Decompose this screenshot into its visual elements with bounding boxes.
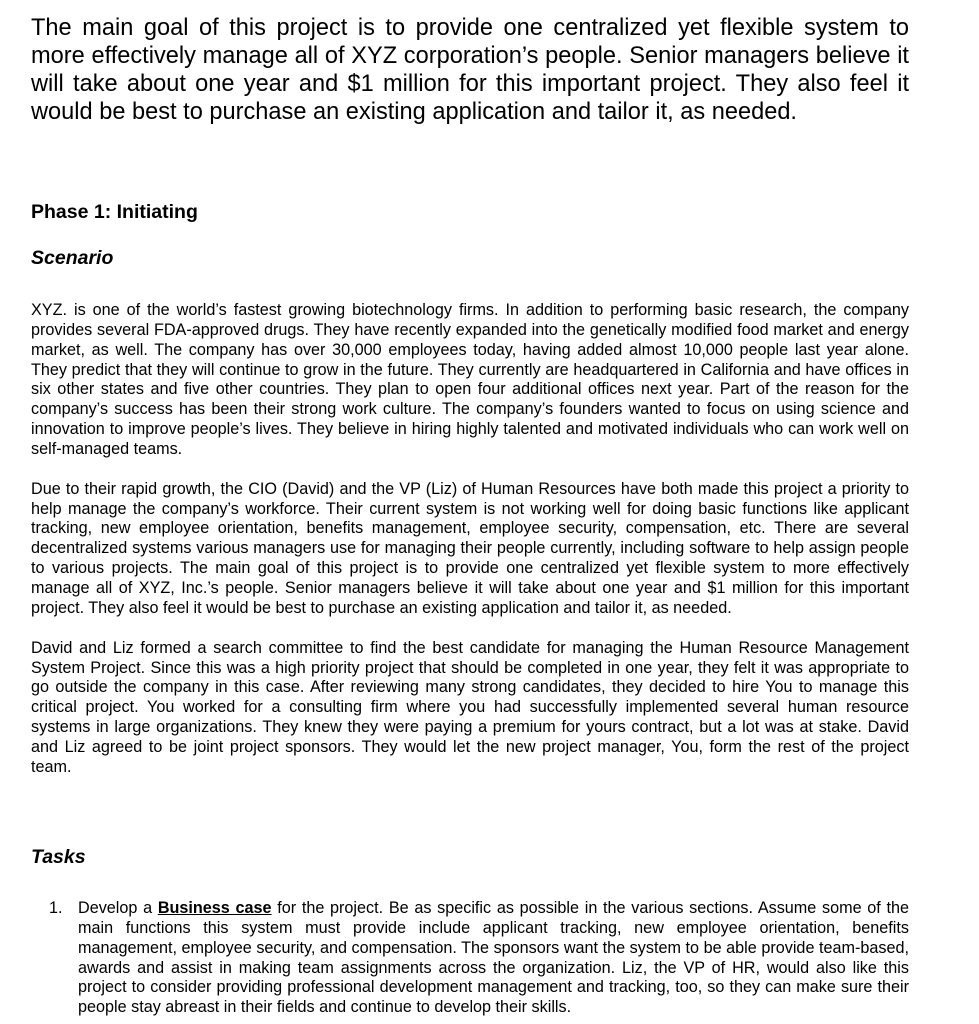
task-text: for the project. Be as specific as possible in the various sections. Assume some of the main functions this system must provide include applicant tracking, new employee orientation, benefits management, employee security, and compensation. The sponsors want the system to be able provide team-based, awards and assist in making team assignments across the organization. Liz, the VP of HR, would also like this project to consider providing professional development management and tracking, too, so they can make sure their people stay abreast in their fields and continue to develop their skills. <box>78 899 909 1017</box>
task-item <box>31 899 909 1018</box>
scenario-paragraph: David and Liz formed a search committee to find the best candidate for managing the Human Resource Management System Project. Since this was a high priority project that should be completed in one year, they felt it was appropriate to go outside the company in this case. After reviewing many strong candidates, they decided to hire You to manage this critical project. You worked for a consulting firm where you had successfully implemented several human resource systems in large organizations. They knew they were paying a premium for yours contract, but a lot was at stake. David and Liz agreed to be joint project sponsors. They would let the new project manager, You, form the rest of the project team. <box>31 638 909 776</box>
business-case-link[interactable]: Business case <box>157 899 272 917</box>
task-text-prefix: Develop a <box>78 899 158 917</box>
document-page <box>31 14 909 1017</box>
scenario-section <box>31 301 909 798</box>
phase-heading: Phase 1: Initiating <box>31 201 198 223</box>
intro-paragraph: The main goal of this project is to provide one centralized yet flexible system to more effectively manage all of XYZ corporation’s people. Senior managers believe it will take about one year and $1 million for this important project. They also feel it would be best to purchase an existing application and tailor it, as needed. <box>31 15 909 125</box>
task-number: 1. <box>49 899 63 917</box>
scenario-heading: Scenario <box>31 247 114 269</box>
scenario-paragraph: Due to their rapid growth, the CIO (David) and the VP (Liz) of Human Resources have both made this project a priority to help manage the company’s workforce. Their current system is not working well for doing basic functions like applicant tracking, new employee orientation, benefits management, employee security, compensation, etc. There are several decentralized systems various managers use for managing their people currently, including software to help assign people to various projects. The main goal of this project is to provide one centralized yet flexible system to more effectively manage all of XYZ, Inc.’s people. Senior managers believe it will take about one year and $1 million for this important project. They also feel it would be best to purchase an existing application and tailor it, as needed. <box>31 479 909 617</box>
tasks-heading: Tasks <box>31 846 86 868</box>
task-list <box>31 899 909 1018</box>
scenario-paragraph: XYZ. is one of the world’s fastest growing biotechnology firms. In addition to performing basic research, the company provides several FDA-approved drugs. They have recently expanded into the genetically modified food market and energy market, as well. The company has over 30,000 employees today, having added almost 10,000 people last year alone. They predict that they will continue to grow in the future. They currently are headquartered in California and have offices in six other states and five other countries. They plan to open four additional offices next year. Part of the reason for the company’s success has been their strong work culture. The company’s founders wanted to focus on using science and innovation to improve people’s lives. They believe in hiring highly talented and motivated individuals who can work well on self-managed teams. <box>31 301 909 458</box>
